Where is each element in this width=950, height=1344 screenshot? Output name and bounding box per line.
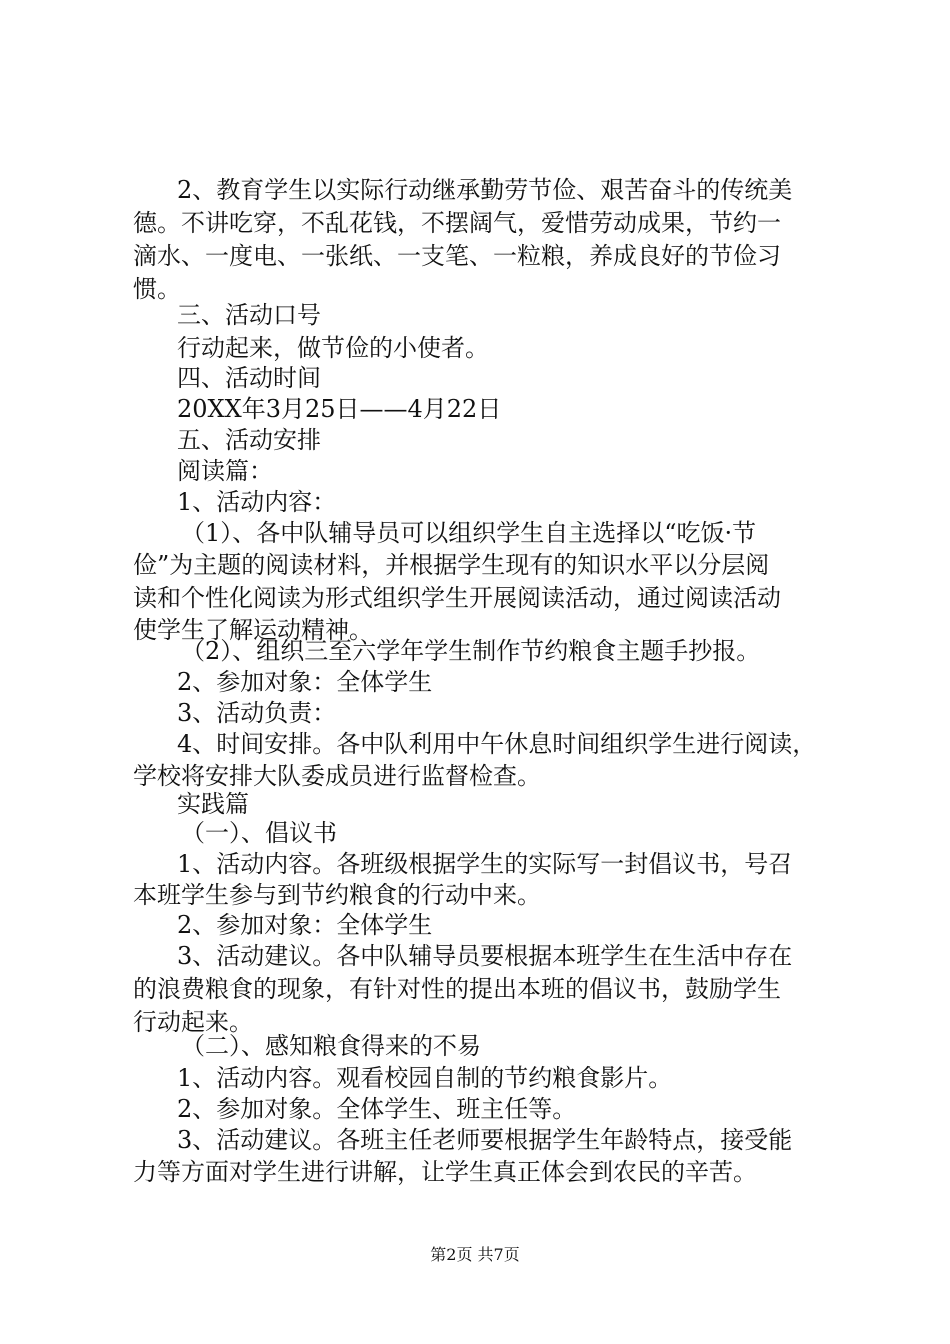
paragraph-line: 3、活动建议。各中队辅导员要根据本班学生在生活中存在 [177, 942, 793, 970]
paragraph-line: 2、参加对象：全体学生 [177, 668, 433, 696]
subsection-heading: （一）、倡议书 [181, 819, 337, 847]
paragraph-line: 的浪费粮食的现象，有针对性的提出本班的倡议书，鼓励学生 [133, 975, 781, 1003]
paragraph-line: 学校将安排大队委成员进行监督检查。 [133, 762, 541, 790]
section-heading: 四、活动时间 [177, 364, 321, 392]
paragraph-line: 惯。 [133, 275, 181, 303]
paragraph-line: 2、参加对象：全体学生 [177, 911, 433, 939]
paragraph-line: 1、活动内容。观看校园自制的节约粮食影片。 [177, 1064, 673, 1092]
paragraph-line: 4、时间安排。各中队利用中午休息时间组织学生进行阅读， [177, 730, 817, 758]
paragraph-line: （1）、各中队辅导员可以组织学生自主选择以“吃饭·节 [181, 519, 757, 547]
paragraph-line: 行动起来。 [133, 1008, 253, 1036]
paragraph-line: 德。不讲吃穿，不乱花钱，不摆阔气，爱惜劳动成果，节约一 [133, 209, 781, 237]
section-heading: 三、活动口号 [177, 301, 321, 329]
subsection-heading: 阅读篇： [177, 457, 273, 485]
paragraph-line: 滴水、一度电、一张纸、一支笔、一粒粮，养成良好的节俭习 [133, 242, 781, 270]
paragraph-line: 20XX年3月25日——4月22日 [177, 395, 502, 423]
subsection-heading: 实践篇 [177, 790, 249, 818]
paragraph-line: 2、参加对象。全体学生、班主任等。 [177, 1095, 577, 1123]
paragraph-line: 行动起来，做节俭的小使者。 [177, 334, 489, 362]
page-number-footer: 第2页 共7页 [430, 1245, 520, 1264]
paragraph-line: 俭”为主题的阅读材料，并根据学生现有的知识水平以分层阅 [133, 551, 770, 579]
section-heading: 五、活动安排 [177, 426, 321, 454]
paragraph-line: （2）、组织三至六学年学生制作节约粮食主题手抄报。 [181, 637, 761, 665]
paragraph-line: 读和个性化阅读为形式组织学生开展阅读活动，通过阅读活动 [133, 584, 781, 612]
subsection-heading: （二）、感知粮食得来的不易 [181, 1032, 481, 1060]
paragraph-line: 使学生了解运动精神。 [133, 616, 373, 644]
paragraph-line: 2、教育学生以实际行动继承勤劳节俭、艰苦奋斗的传统美 [177, 176, 793, 204]
paragraph-line: 本班学生参与到节约粮食的行动中来。 [133, 881, 541, 909]
paragraph-line: 3、活动负责： [177, 699, 337, 727]
paragraph-line: 力等方面对学生进行讲解，让学生真正体会到农民的辛苦。 [133, 1158, 757, 1186]
paragraph-line: 3、活动建议。各班主任老师要根据学生年龄特点，接受能 [177, 1126, 793, 1154]
paragraph-line: 1、活动内容： [177, 488, 337, 516]
paragraph-line: 1、活动内容。各班级根据学生的实际写一封倡议书，号召 [177, 850, 793, 878]
